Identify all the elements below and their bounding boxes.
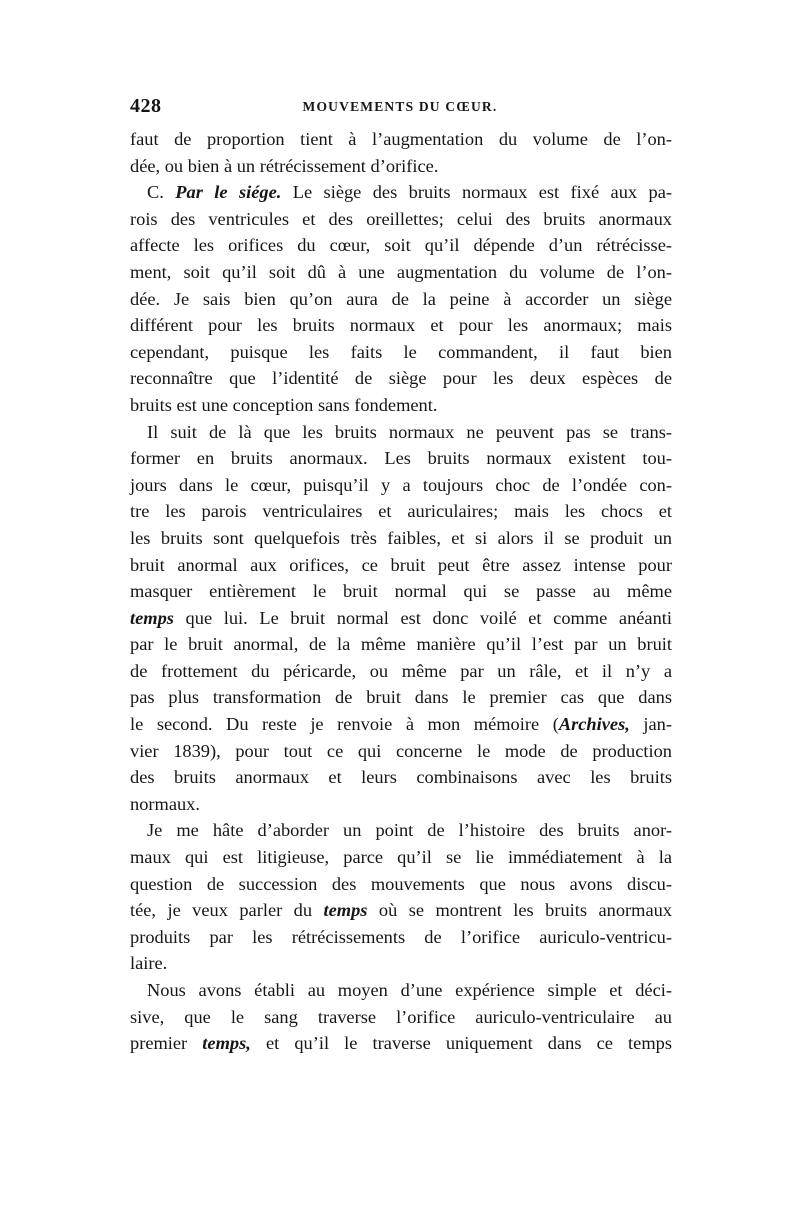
text-run: bruits est une conception sans fondement.	[130, 394, 438, 415]
page-header	[130, 95, 670, 121]
text-run: de frottement du péricarde, ou même par un râle, et il n’y a	[130, 660, 672, 681]
text-line	[130, 844, 672, 871]
text-line	[130, 791, 672, 818]
text-line	[130, 392, 672, 419]
emphasized-text: temps,	[202, 1033, 251, 1054]
text-run: différent pour les bruits normaux et pour les anormaux; mais	[130, 315, 672, 336]
emphasized-text: Par le siége.	[175, 182, 282, 203]
text-run: rois des ventricules et des oreillettes; celui des bruits anormaux	[130, 208, 672, 229]
text-run: Je me hâte d’aborder un point de l’histoire des bruits anor-	[147, 820, 672, 841]
text-run: produits par les rétrécissements de l’orifice auriculo-ventricu-	[130, 926, 672, 947]
body-text	[130, 126, 672, 1057]
text-line	[130, 472, 672, 499]
text-line	[130, 445, 672, 472]
text-line	[130, 897, 672, 924]
text-line	[130, 498, 672, 525]
text-line	[130, 605, 672, 632]
text-line	[130, 525, 672, 552]
text-run: tée, je veux parler du	[130, 900, 324, 921]
text-line	[130, 286, 672, 313]
text-line	[130, 631, 672, 658]
text-run: faut de proportion tient à l’augmentation du volume de l’on-	[130, 129, 672, 149]
text-line	[130, 1004, 672, 1031]
text-run: tre les parois ventriculaires et auriculaires; mais les chocs et	[130, 501, 672, 522]
text-run: bruit anormal aux orifices, ce bruit peut être assez intense pour	[130, 554, 672, 575]
text-run: premier	[130, 1033, 203, 1054]
text-run: jours dans le cœur, puisqu’il y a toujours choc de l’ondée con-	[130, 474, 672, 495]
text-run: et qu’il le traverse uniquement dans ce temps	[250, 1033, 672, 1054]
text-line	[130, 153, 672, 180]
text-run: maux qui est litigieuse, parce qu’il se lie immédiatement à la	[130, 847, 672, 868]
text-line	[130, 419, 672, 446]
text-run: que lui. Le bruit normal est donc voilé et comme anéanti	[173, 607, 672, 628]
text-run: pas plus transformation de bruit dans le premier cas que dans	[130, 687, 672, 708]
text-line	[130, 977, 672, 1004]
text-run: dée. Je sais bien qu’on aura de la peine à accorder un siège	[130, 288, 672, 309]
text-line	[130, 259, 672, 286]
text-line	[130, 232, 672, 259]
text-run: masquer entièrement le bruit normal qui se passe au même	[130, 581, 672, 602]
text-run: vier 1839), pour tout ce qui concerne le mode de production	[130, 740, 672, 761]
text-run: jan-	[629, 714, 672, 735]
text-run: C.	[147, 182, 176, 203]
text-line	[130, 871, 672, 898]
text-run: laire.	[130, 953, 168, 974]
emphasized-text: temps	[130, 607, 174, 628]
text-line	[130, 658, 672, 685]
page-number: 428	[130, 95, 162, 117]
text-line	[130, 126, 672, 153]
emphasized-text: temps	[323, 900, 368, 921]
text-line	[130, 365, 672, 392]
text-line	[130, 179, 672, 206]
text-line	[130, 924, 672, 951]
text-run: question de succession des mouvements que nous avons discu-	[130, 873, 672, 894]
emphasized-text: Archives,	[558, 714, 630, 735]
text-line	[130, 764, 672, 791]
text-run: dée, ou bien à un rétrécissement d’orifice.	[130, 155, 439, 176]
text-line	[130, 950, 672, 977]
text-run: Le siège des bruits normaux est fixé aux pa-	[281, 182, 672, 203]
text-run: sive, que le sang traverse l’orifice auriculo-ventriculaire au	[130, 1006, 672, 1027]
text-line	[130, 1030, 672, 1057]
text-run: où se montrent les bruits anormaux	[367, 900, 672, 921]
text-line	[130, 738, 672, 765]
text-line	[130, 552, 672, 579]
text-line	[130, 339, 672, 366]
text-line	[130, 206, 672, 233]
text-line	[130, 711, 672, 738]
text-run: Nous avons établi au moyen d’une expérience simple et déci-	[147, 980, 672, 1000]
text-run: normaux.	[130, 793, 200, 814]
text-run: des bruits anormaux et leurs combinaisons avec les bruits	[130, 767, 672, 788]
text-line	[130, 684, 672, 711]
text-run: reconnaître que l’identité de siège pour les deux espèces de	[130, 368, 672, 389]
text-run: affecte les orifices du cœur, soit qu’il dépende d’un rétrécisse-	[130, 235, 672, 256]
text-run: cependant, puisque les faits le commandent, il faut bien	[130, 341, 672, 362]
running-title: MOUVEMENTS DU CŒUR.	[302, 99, 498, 114]
text-line	[130, 312, 672, 339]
text-run: le second. Du reste je renvoie à mon mémoire (	[130, 714, 559, 735]
text-run: ment, soit qu’il soit dû à une augmentation du volume de l’on-	[130, 261, 672, 282]
text-run: former en bruits anormaux. Les bruits normaux existent tou-	[130, 448, 672, 469]
text-run: par le bruit anormal, de la même manière qu’il l’est par un bruit	[130, 634, 672, 655]
text-line	[130, 817, 672, 844]
text-run: Il suit de là que les bruits normaux ne peuvent pas se trans-	[147, 421, 672, 442]
text-run: les bruits sont quelquefois très faibles, et si alors il se produit un	[130, 527, 672, 548]
text-line	[130, 578, 672, 605]
